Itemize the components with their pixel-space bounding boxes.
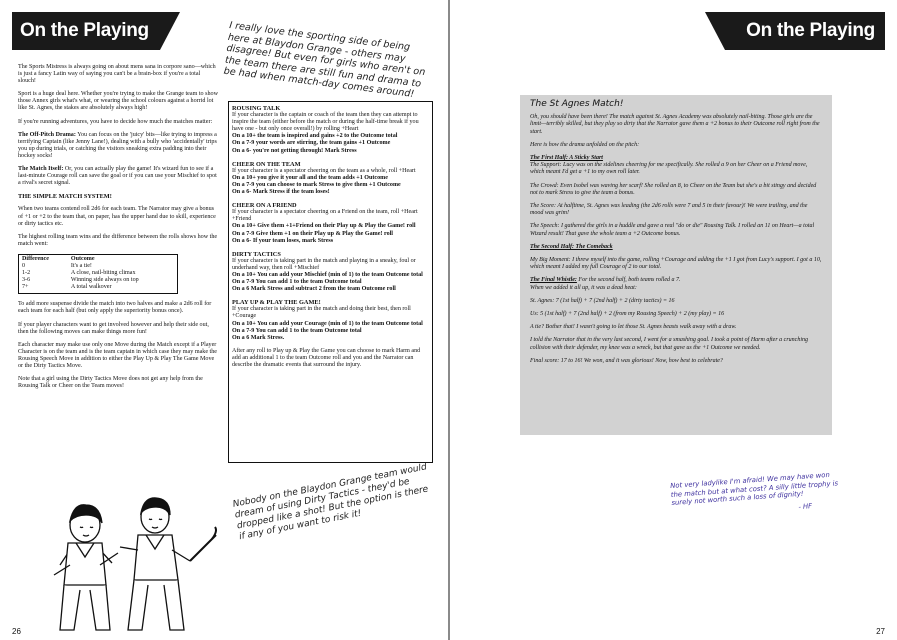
story-section-final-whistle: The Final Whistle: For the second half, both teams rolled a 7. When we added it all up, it was a dead heat: [530, 277, 681, 291]
after-paragraph-1: To add more suspense divide the match into two halves and make a 2d6 roll for each team for each half (but only apply the superiority bonus once). [18, 301, 212, 315]
intro-paragraph-1: The Sports Mistress is always going on about mens sana in corpore sano—which is just a fancy Latin way of saying you can't be a brain-box if you're a total slouch! [18, 64, 216, 85]
move-dirty-tactics [232, 251, 429, 294]
move-title: ROUSING TALK [232, 105, 281, 112]
match-itself-text: Or, you can actually play the game! It's wizard fun to see if a last-minute Courage roll can save the goal or if you can use your Mischief to spot a rival's secret signal. [18, 166, 217, 187]
simple-match-paragraph-2: The highest rolling team wins and the difference between the rolls shows how the match went: [18, 233, 218, 247]
after-paragraph-2: If your player characters want to get involved however and help their side out, then the following moves can make things more fun! [18, 321, 209, 335]
moves-box [228, 101, 433, 463]
difference-cell: 0 [22, 262, 26, 269]
difference-cell: 1-2 [22, 270, 31, 277]
offpitch-paragraph [18, 132, 218, 160]
move-result: On a 6- Mark Stress if the team loses! [232, 189, 330, 196]
story-paragraph: The Score: At halftime, St. Agnes was leading (the 2d6 rolls were 7 and 5 in their favour)! We were trailing, and the mood was grim! [530, 203, 808, 217]
page-number-left: 26 [12, 627, 21, 636]
simple-match-paragraph-1: When two teams contend roll 2d6 for each team. The Narrator may give a bonus of +1 or +2 to the team that, on paper, has the upper hand due to skill, experience or dirty tactics etc. [18, 206, 216, 227]
move-result: On a 7-9 You can add 1 to the team Outcome total [232, 279, 362, 286]
after-paragraph-4: Note that a girl using the Dirty Tactics Move does not get any help from the Rousing Talk or Cheer on the Team moves! [18, 376, 203, 390]
after-paragraph-3: Each character may make use only one Move during the Match except if a Player Character is on the team and is the team captain in which case they may make the Rousing Speech Move in addition to either the Play Up & Play The Game Move or the Dirty Tactics Move. [18, 341, 217, 369]
page-banner-left: On the Playing Field [12, 12, 160, 50]
story-box [520, 95, 832, 435]
moves-footer: After any roll to Play up & Play the Game you can choose to mark Harm and add an additional 1 to the team Outcome roll and you and the Narrator can describe the dramatic events that surround the injury. [232, 347, 421, 368]
story-section-second-half: The Second Half: The Comeback [530, 243, 613, 250]
match-itself-lead: The Match Itself: [18, 166, 64, 173]
move-description: If your character is taking part in the match and doing their best, then roll +Courage [232, 306, 411, 320]
simple-match-heading: THE SIMPLE MATCH SYSTEM! [18, 193, 112, 201]
page-number-right: 27 [876, 627, 885, 636]
move-title: CHEER ON A FRIEND [232, 202, 297, 210]
move-result: On a 10+ You can add your Courage (min of 1) to the team Outcome total [232, 320, 423, 327]
story-paragraph: My Big Moment: I threw myself into the game, rolling +Courage and adding the +1 I got from Lucy's support. I got a 10, which meant I added my full Courage of 2 to our total. [530, 257, 822, 271]
table-row [19, 270, 178, 277]
difference-cell: 3-6 [22, 277, 31, 284]
move-result: On a 10+ Give them +1+Friend on their Play up & Play the Game! roll [232, 223, 416, 230]
move-result: On a 10+ the team is inspired and gains +2 to the Outcome total [232, 133, 398, 140]
move-result: On a 10+ you give it your all and the team adds +1 Outcome [232, 174, 388, 181]
move-cheer-on-friend [232, 202, 429, 245]
girls-illustration [40, 495, 220, 635]
signature: - HF [798, 501, 813, 511]
left-text-column [18, 64, 218, 396]
story-title: The St Agnes Match! [530, 99, 624, 109]
right-page [450, 0, 897, 640]
story-paragraph: Oh, you should have been there! The match against St. Agnes Academy was absolutely nail-biting. Those girls are the limit—terribly skilled, but they play so dirty that the Narrator gave them a +2 bonus to their Outcome roll right from the start. [530, 114, 820, 135]
move-title: CHEER ON THE TEAM [232, 160, 301, 168]
move-title: PLAY UP & PLAY THE GAME! [232, 299, 321, 307]
move-description: If your character is a spectator cheering on the team as a whole, roll +Heart [232, 167, 416, 174]
story-paragraph: The Crowd: Even Isobel was waving her scarf! She rolled an 8, to Cheer on the Team but she's a bit stingy and decided not to mark Stress to give the team a bonus. [530, 182, 817, 196]
move-title: DIRTY TACTICS [232, 250, 281, 258]
intro-paragraph-2: Sport is a huge deal here. Whether you're trying to make the Grange team to show those Annex girls what's what, or wearing the school colours against a horrid lot like St. Agnes, the stakes are absolutely always high! [18, 91, 218, 112]
table-header-difference: Difference [22, 255, 49, 262]
move-result: On a 6- you're not getting through! Mark Stress [232, 147, 357, 154]
story-paragraph: A tie? Bother that! I wasn't going to let those St. Agnes beasts walk away with a draw. [530, 324, 737, 331]
offpitch-lead: The Off-Pitch Drama: [18, 131, 76, 138]
move-rousing-talk [232, 105, 429, 155]
story-paragraph: Here is how the drama unfolded on the pitch: [530, 141, 640, 148]
story-paragraph: I told the Narrator that in the very last second, I went for a smashing goal. I took a point of Harm after a crunching collision with their defender, my knee was a wreck, but that gave us the +1 Outcome we needed. [530, 337, 808, 351]
move-result: On a 7-9 You can add 1 to the team Outcome total [232, 327, 362, 334]
page-banner-right: On the Playing Field [725, 12, 885, 50]
handwritten-note-text: Not very ladylike I'm afraid! We may have won the match but at what cost? A silly little trophy is surely not worth such a loss of dignity! [670, 470, 839, 507]
move-result: On a 7-9 Give them +1 on their Play up & Play the Game! roll [232, 230, 393, 237]
outcome-table [18, 254, 178, 294]
final-score: Final score: 17 to 16! We won, and it was glorious! Now, how best to celebrate? [530, 357, 723, 364]
outcome-cell: It's a tie! [70, 262, 92, 269]
difference-cell: 7+ [22, 284, 29, 291]
move-result: On a 6- If your team loses, mark Stress [232, 237, 334, 244]
handwritten-note-right [670, 470, 842, 520]
move-result: On a 6 Mark Stress. [232, 334, 285, 341]
move-result: On a 10+ You can add your Mischief (min of 1) to the team Outcome total [232, 271, 423, 278]
intro-paragraph-3: If you're running adventures, you have to decide how much the matches matter: [18, 118, 213, 125]
move-description: If your character is the captain or coach of the team then they can attempt to inspire the team (either before the match or during the half-time break if you have one - but only once overall!) by rolling +Heart [232, 112, 419, 133]
move-cheer-on-team [232, 161, 429, 196]
move-result: On a 7-9 you can choose to mark Stress to give them +1 Outcome [232, 181, 401, 188]
move-result: On a 7-9 your words are stirring, the team gains +1 Outcome [232, 140, 391, 147]
handwritten-note-bottom: Nobody on the Blaydon Grange team would dream of using Dirty Tactics - they'd be dropped like a shot! But the option is there if any of you want to risk it! [232, 462, 430, 543]
left-page [0, 0, 448, 640]
move-play-up [232, 299, 429, 342]
handwritten-note-top: I really love the sporting side of being here at Blaydon Grange - others may disagree! But even for girls who aren't on the team there are still fun and drama to be had when match-day comes around! [223, 20, 426, 100]
table-row [19, 277, 178, 284]
match-itself-paragraph [18, 166, 218, 187]
offpitch-text: You can focus on the 'juicy' bits—like trying to impress a terrifying Captain (like Jenny Lane!), dealing with a bully who 'accidentally' trips you up during trials, or catching the visitors sneaking extra padding into their hockey socks! [18, 131, 217, 159]
table-header-outcome: Outcome [70, 255, 95, 262]
outcome-cell: A total walkover [70, 284, 112, 291]
move-description: If your character is taking part in the match and playing in a sneaky, foul or underhand way, then roll +Mischief [232, 257, 416, 271]
story-paragraph: The Speech: I gathered the girls in a huddle and gave a real "do or die" Rousing Talk. I rolled an 11 on Heart—a total Wizard result! That gave the whole team a +2 Outcome bonus. [530, 223, 815, 237]
score-us: Us: 5 (1st half) + 7 (2nd half) + 2 (from my Rousing Speech) + 2 (my play) = 16 [530, 311, 725, 318]
score-st-agnes: St. Agnes: 7 (1st half) + 7 (2nd half) + 2 (dirty tactics) = 16 [530, 297, 675, 304]
move-result: On a 6 Mark Stress and subtract 2 from the team Outcome roll [232, 286, 396, 293]
table-row [19, 263, 178, 270]
move-description: If your character is a spectator cheering on a Friend on the team, roll +Heart +Friend [232, 209, 418, 223]
story-section-first-half: The First Half: A Sticky Start The Support: Lucy was on the sidelines cheering for me specifically. She rolled a 9 on her Cheer on a Friend move, which meant I'd get a +1 to my own roll later. [530, 155, 808, 176]
table-row [19, 284, 178, 294]
outcome-cell: Winning side always on top [70, 277, 139, 284]
outcome-cell: A close, nail-biting climax [70, 270, 136, 277]
